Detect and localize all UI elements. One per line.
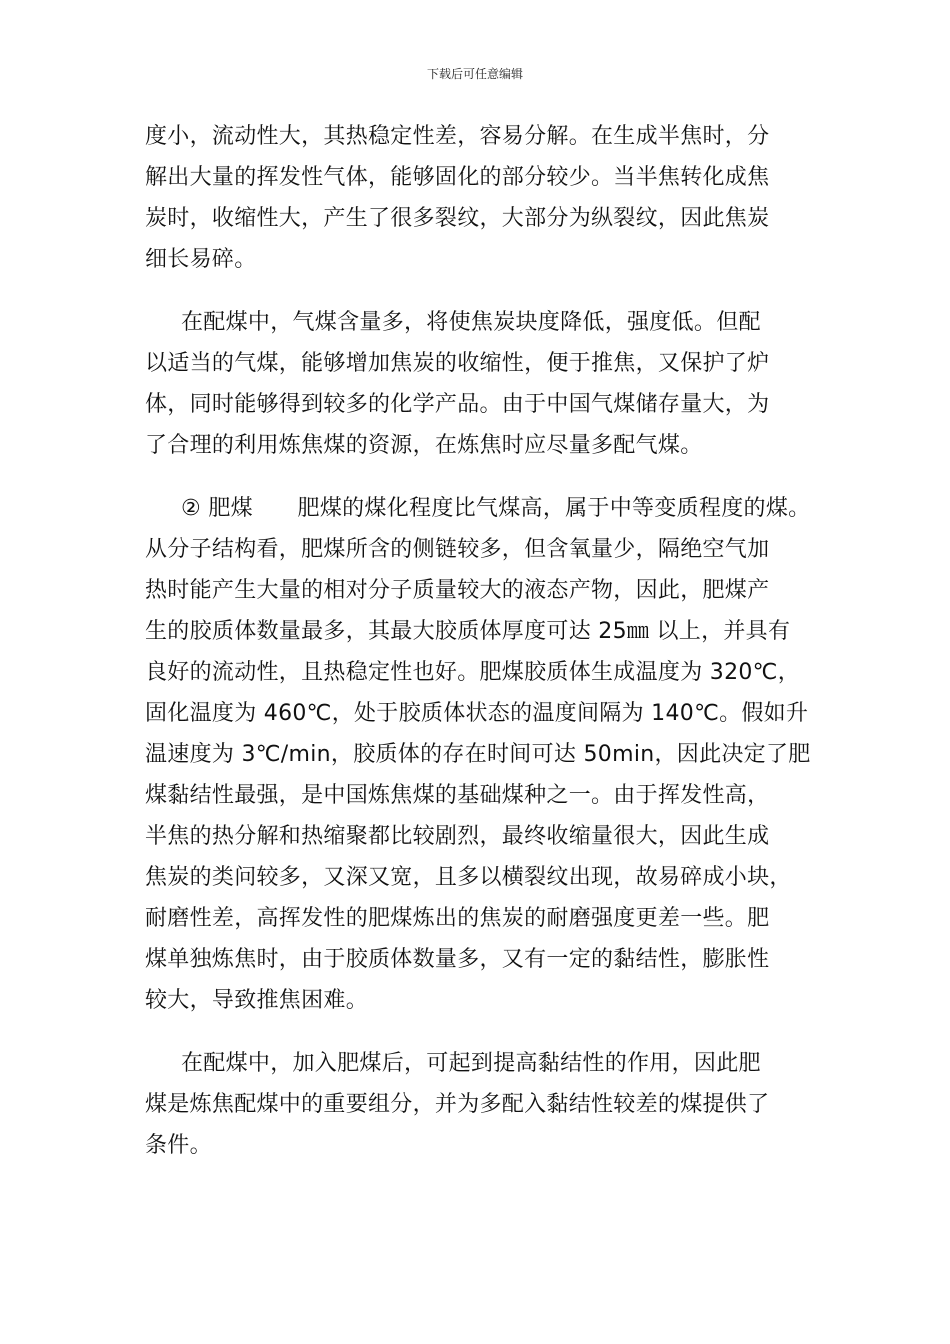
text-line: ② 肥煤 肥煤的煤化程度比气煤高，属于中等变质程度的煤。 xyxy=(181,496,811,521)
text-line: 半焦的热分解和热缩聚都比较剧烈，最终收缩量很大，因此生成 xyxy=(145,824,770,849)
text-line: 体，同时能够得到较多的化学产品。由于中国气煤储存量大，为 xyxy=(145,392,770,417)
paragraph-gas-coal-properties xyxy=(145,116,825,280)
text-line: 在配煤中，加入肥煤后，可起到提高黏结性的作用，因此肥 xyxy=(181,1051,761,1076)
text-line: 条件。 xyxy=(145,1133,212,1158)
paragraph-fat-coal-blending xyxy=(145,1043,825,1166)
text-line: 从分子结构看，肥煤所含的侧链较多，但含氧量少，隔绝空气加 xyxy=(145,537,770,562)
text-line: 炭时，收缩性大，产生了很多裂纹，大部分为纵裂纹，因此焦炭 xyxy=(145,206,770,231)
text-line: 度小，流动性大，其热稳定性差，容易分解。在生成半焦时，分 xyxy=(145,124,770,149)
document-body xyxy=(145,116,825,1188)
text-line: 细长易碎。 xyxy=(145,247,257,272)
text-line: 焦炭的类问较多，又深又宽，且多以横裂纹出现，故易碎成小块， xyxy=(145,865,792,890)
text-line: 热时能产生大量的相对分子质量较大的液态产物，因此，肥煤产 xyxy=(145,578,770,603)
text-line: 固化温度为 460℃，处于胶质体状态的温度间隔为 140℃。假如升 xyxy=(145,701,809,726)
text-line: 煤是炼焦配煤中的重要组分，并为多配入黏结性较差的煤提供了 xyxy=(145,1092,770,1117)
text-line: 生的胶质体数量最多，其最大胶质体厚度可达 25㎜ 以上，并具有 xyxy=(145,619,791,644)
paragraph-fat-coal xyxy=(145,488,825,1021)
text-line: 煤单独炼焦时，由于胶质体数量多，又有一定的黏结性，膨胀性 xyxy=(145,947,770,972)
text-line: 在配煤中，气煤含量多，将使焦炭块度降低，强度低。但配 xyxy=(181,310,761,335)
text-line: 耐磨性差，高挥发性的肥煤炼出的焦炭的耐磨强度更差一些。肥 xyxy=(145,906,770,931)
text-line: 较大，导致推焦困难。 xyxy=(145,988,369,1013)
text-line: 解出大量的挥发性气体，能够固化的部分较少。当半焦转化成焦 xyxy=(145,165,770,190)
text-line: 煤黏结性最强，是中国炼焦煤的基础煤种之一。由于挥发性高， xyxy=(145,783,770,808)
text-line: 了合理的利用炼焦煤的资源，在炼焦时应尽量多配气煤。 xyxy=(145,433,703,458)
text-line: 温速度为 3℃/min，胶质体的存在时间可达 50min，因此决定了肥 xyxy=(145,742,811,767)
text-line: 良好的流动性，且热稳定性也好。肥煤胶质体生成温度为 320℃， xyxy=(145,660,800,685)
text-line: 以适当的气煤，能够增加焦炭的收缩性，便于推焦，又保护了炉 xyxy=(145,351,770,376)
page-header: 下载后可任意编辑 xyxy=(426,67,523,81)
paragraph-gas-coal-blending xyxy=(145,302,825,466)
